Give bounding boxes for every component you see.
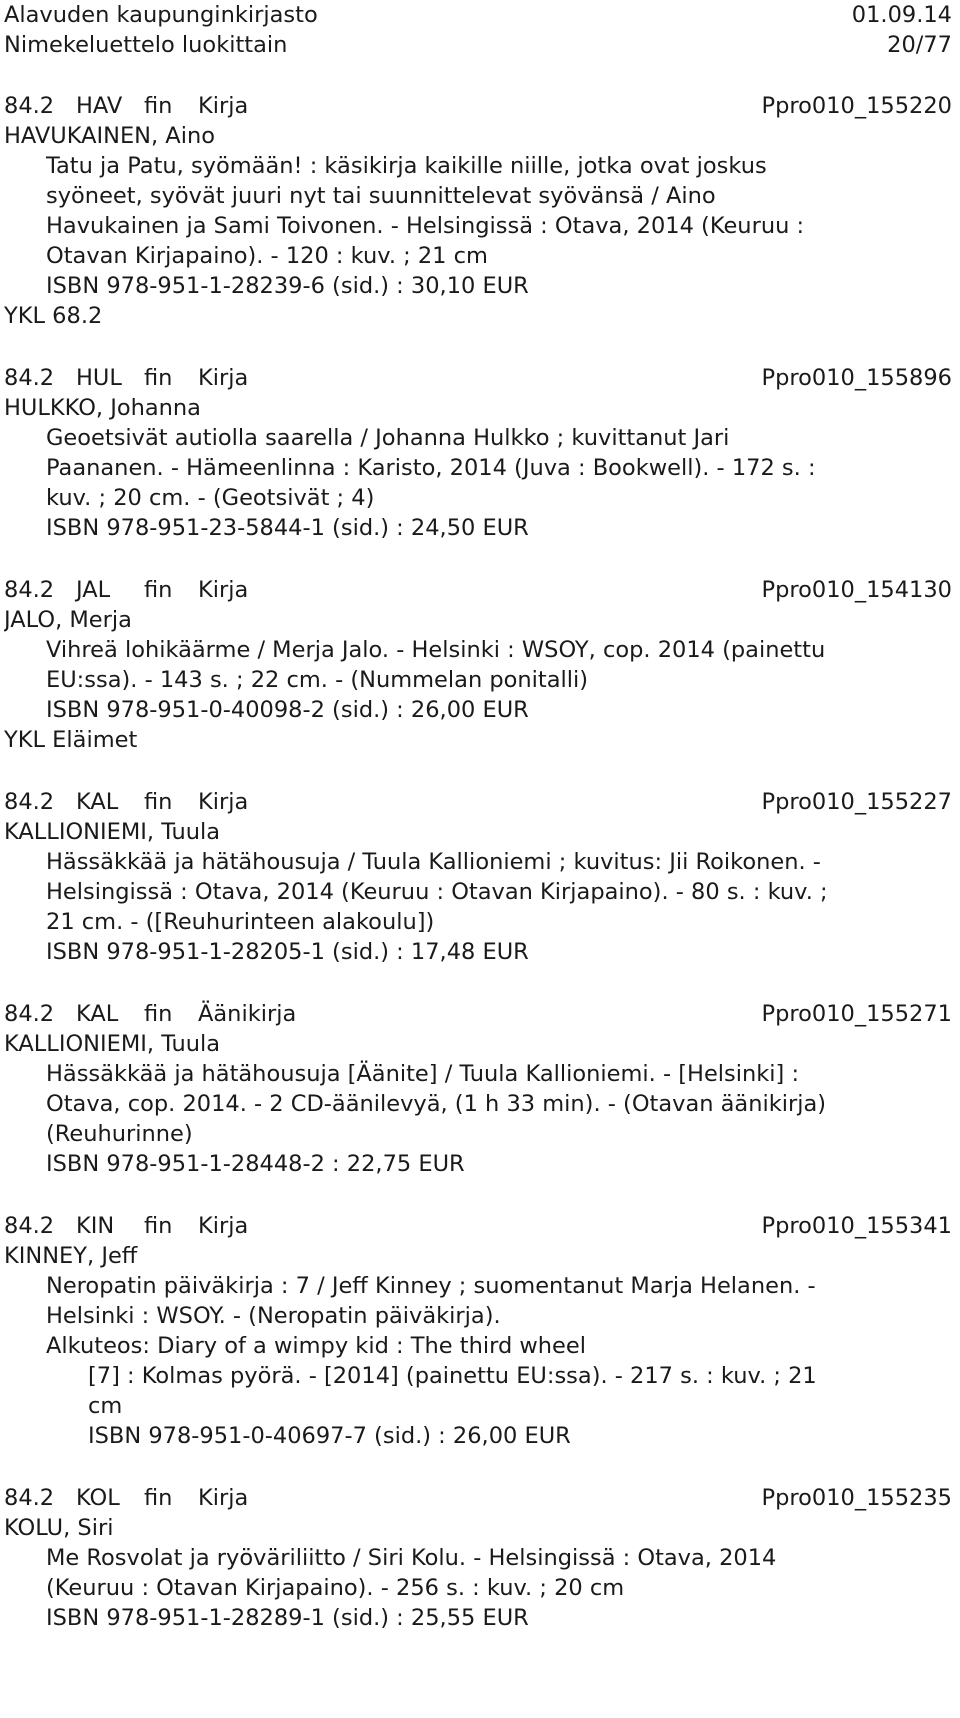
record-line: ISBN 978-951-1-28289-1 (sid.) : 25,55 EUR bbox=[46, 1605, 529, 1631]
material-type: Kirja bbox=[198, 1213, 249, 1239]
language-code: fin bbox=[144, 365, 173, 391]
record-line: Geoetsivät autiolla saarella / Johanna Hulkko ; kuvittanut Jari bbox=[46, 425, 730, 451]
language-code: fin bbox=[144, 93, 173, 119]
library-name: Alavuden kaupunginkirjasto bbox=[4, 2, 318, 28]
catalog-record bbox=[4, 91, 952, 331]
shelf-code: KOL bbox=[76, 1485, 120, 1511]
record-heading bbox=[4, 575, 952, 605]
shelf-code: JAL bbox=[76, 577, 111, 603]
material-type: Kirja bbox=[198, 365, 249, 391]
record-author: HULKKO, Johanna bbox=[4, 395, 201, 421]
language-code: fin bbox=[144, 1213, 173, 1239]
record-line: ISBN 978-951-1-28448-2 : 22,75 EUR bbox=[46, 1151, 465, 1177]
record-heading bbox=[4, 787, 952, 817]
record-line: ISBN 978-951-1-28205-1 (sid.) : 17,48 EUR bbox=[46, 939, 529, 965]
record-id: Ppro010_154130 bbox=[761, 577, 952, 603]
record-line: ISBN 978-951-1-28239-6 (sid.) : 30,10 EUR bbox=[46, 273, 529, 299]
record-line: 21 cm. - ([Reuhurinteen alakoulu]) bbox=[46, 909, 435, 935]
record-line: Neropatin päiväkirja : 7 / Jeff Kinney ; suomentanut Marja Helanen. - bbox=[46, 1273, 816, 1299]
print-date: 01.09.14 bbox=[851, 2, 952, 28]
shelf-class: 84.2 bbox=[4, 1485, 55, 1511]
record-line: (Reuhurinne) bbox=[46, 1121, 193, 1147]
header-row-2 bbox=[4, 30, 952, 60]
report-title: Nimekeluettelo luokittain bbox=[4, 32, 288, 58]
record-line: [7] : Kolmas pyörä. - [2014] (painettu EU:ssa). - 217 s. : kuv. ; 21 bbox=[88, 1363, 817, 1389]
record-line: Tatu ja Patu, syömään! : käsikirja kaikille niille, jotka ovat joskus bbox=[46, 153, 767, 179]
language-code: fin bbox=[144, 1485, 173, 1511]
record-heading bbox=[4, 1483, 952, 1513]
record-list bbox=[4, 91, 952, 1633]
language-code: fin bbox=[144, 1001, 173, 1027]
catalog-record bbox=[4, 363, 952, 543]
catalog-page bbox=[4, 0, 952, 1633]
record-author: JALO, Merja bbox=[4, 607, 132, 633]
record-line: Paananen. - Hämeenlinna : Karisto, 2014 (Juva : Bookwell). - 172 s. : bbox=[46, 455, 816, 481]
language-code: fin bbox=[144, 789, 173, 815]
record-line: Vihreä lohikäärme / Merja Jalo. - Helsinki : WSOY, cop. 2014 (painettu bbox=[46, 637, 826, 663]
record-line: Helsinki : WSOY. - (Neropatin päiväkirja). bbox=[46, 1303, 501, 1329]
catalog-record bbox=[4, 575, 952, 755]
material-type: Kirja bbox=[198, 789, 249, 815]
record-line: cm bbox=[88, 1393, 123, 1419]
record-author: KALLIONIEMI, Tuula bbox=[4, 819, 221, 845]
shelf-code: HAV bbox=[76, 93, 123, 119]
record-author: KOLU, Siri bbox=[4, 1515, 114, 1541]
record-line: ISBN 978-951-0-40098-2 (sid.) : 26,00 EUR bbox=[46, 697, 529, 723]
shelf-class: 84.2 bbox=[4, 1001, 55, 1027]
record-line: Helsingissä : Otava, 2014 (Keuruu : Otavan Kirjapaino). - 80 s. : kuv. ; bbox=[46, 879, 828, 905]
record-line: (Keuruu : Otavan Kirjapaino). - 256 s. : kuv. ; 20 cm bbox=[46, 1575, 625, 1601]
shelf-code: HUL bbox=[76, 365, 122, 391]
record-line: Me Rosvolat ja ryöväriliitto / Siri Kolu. - Helsingissä : Otava, 2014 bbox=[46, 1545, 777, 1571]
record-line: kuv. ; 20 cm. - (Geotsivät ; 4) bbox=[46, 485, 375, 511]
record-id: Ppro010_155220 bbox=[761, 93, 952, 119]
shelf-class: 84.2 bbox=[4, 789, 55, 815]
material-type: Kirja bbox=[198, 1485, 249, 1511]
record-id: Ppro010_155341 bbox=[761, 1213, 952, 1239]
shelf-code: KAL bbox=[76, 789, 119, 815]
header-row-1 bbox=[4, 0, 952, 30]
record-author: KINNEY, Jeff bbox=[4, 1243, 138, 1269]
record-id: Ppro010_155235 bbox=[761, 1485, 952, 1511]
record-line: ISBN 978-951-0-40697-7 (sid.) : 26,00 EUR bbox=[88, 1423, 571, 1449]
record-id: Ppro010_155896 bbox=[761, 365, 952, 391]
material-type: Kirja bbox=[198, 577, 249, 603]
page-number: 20/77 bbox=[887, 32, 952, 58]
shelf-code: KAL bbox=[76, 1001, 119, 1027]
material-type: Äänikirja bbox=[198, 1001, 297, 1027]
record-line: Hässäkkää ja hätähousuja [Äänite] / Tuula Kallioniemi. - [Helsinki] : bbox=[46, 1061, 800, 1087]
catalog-record bbox=[4, 1211, 952, 1451]
shelf-class: 84.2 bbox=[4, 577, 55, 603]
material-type: Kirja bbox=[198, 93, 249, 119]
record-author: KALLIONIEMI, Tuula bbox=[4, 1031, 221, 1057]
record-line: Otavan Kirjapaino). - 120 : kuv. ; 21 cm bbox=[46, 243, 488, 269]
catalog-record bbox=[4, 999, 952, 1179]
record-line: ISBN 978-951-23-5844-1 (sid.) : 24,50 EUR bbox=[46, 515, 529, 541]
record-line: Havukainen ja Sami Toivonen. - Helsingissä : Otava, 2014 (Keuruu : bbox=[46, 213, 805, 239]
record-heading bbox=[4, 1211, 952, 1241]
record-heading bbox=[4, 999, 952, 1029]
record-heading bbox=[4, 91, 952, 121]
record-line: EU:ssa). - 143 s. ; 22 cm. - (Nummelan ponitalli) bbox=[46, 667, 589, 693]
catalog-record bbox=[4, 787, 952, 967]
record-line: Hässäkkää ja hätähousuja / Tuula Kallioniemi ; kuvitus: Jii Roikonen. - bbox=[46, 849, 821, 875]
shelf-class: 84.2 bbox=[4, 365, 55, 391]
record-id: Ppro010_155227 bbox=[761, 789, 952, 815]
shelf-class: 84.2 bbox=[4, 1213, 55, 1239]
record-heading bbox=[4, 363, 952, 393]
record-id: Ppro010_155271 bbox=[761, 1001, 952, 1027]
shelf-class: 84.2 bbox=[4, 93, 55, 119]
catalog-record bbox=[4, 1483, 952, 1633]
record-line: syöneet, syövät juuri nyt tai suunnittelevat syövänsä / Aino bbox=[46, 183, 716, 209]
record-line: Otava, cop. 2014. - 2 CD-äänilevyä, (1 h 33 min). - (Otavan äänikirja) bbox=[46, 1091, 827, 1117]
language-code: fin bbox=[144, 577, 173, 603]
record-line: YKL 68.2 bbox=[4, 303, 103, 329]
record-line: Alkuteos: Diary of a wimpy kid : The third wheel bbox=[46, 1333, 586, 1359]
record-line: YKL Eläimet bbox=[4, 727, 138, 753]
shelf-code: KIN bbox=[76, 1213, 115, 1239]
record-author: HAVUKAINEN, Aino bbox=[4, 123, 215, 149]
